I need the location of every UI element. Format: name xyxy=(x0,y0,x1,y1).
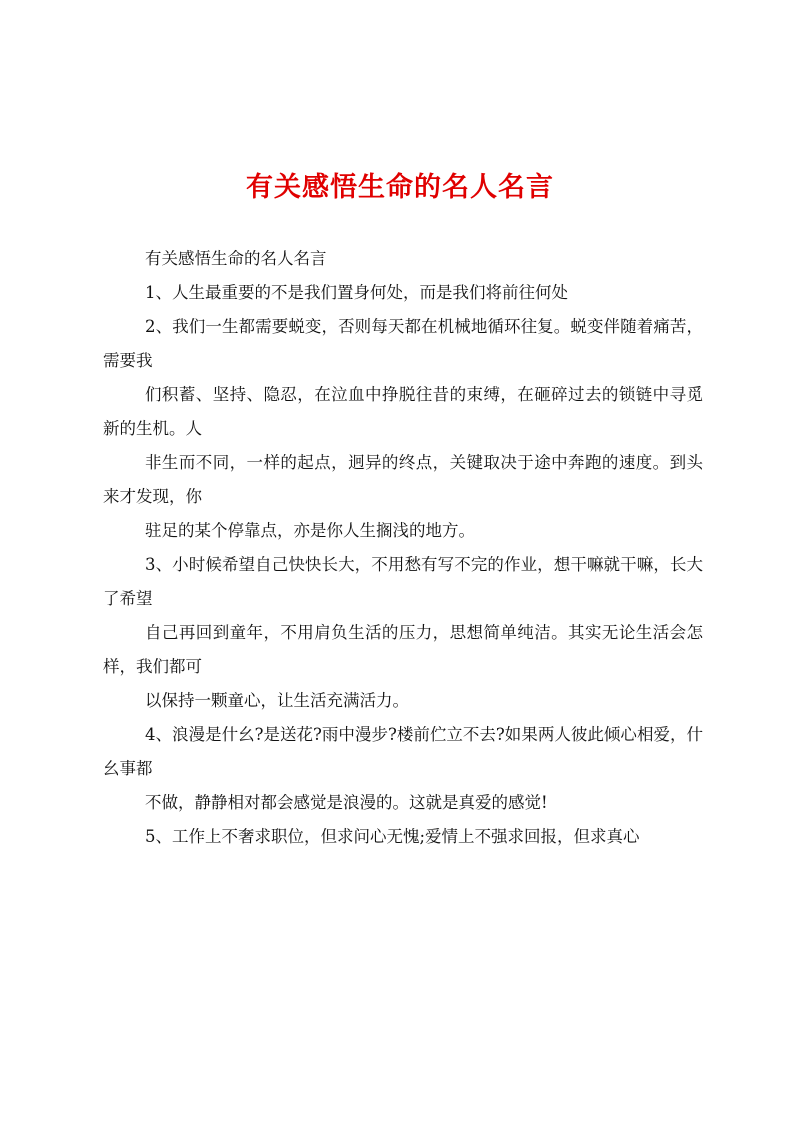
paragraph: 驻足的某个停靠点，亦是你人生搁浅的地方。 xyxy=(145,521,475,540)
document-body xyxy=(103,242,703,854)
paragraph: 们积蓄、坚持、隐忍，在泣血中挣脱往昔的束缚，在砸碎过去的锁链中寻觅新的生机。人 xyxy=(103,385,703,438)
paragraph: 2、我们一生都需要蜕变，否则每天都在机械地循环往复。蜕变伴随着痛苦，需要我 xyxy=(103,317,703,370)
paragraph: 1、人生最重要的不是我们置身何处，而是我们将前往何处 xyxy=(145,283,568,302)
paragraph: 以保持一颗童心，让生活充满活力。 xyxy=(145,691,409,710)
paragraph: 3、小时候希望自己快快长大，不用愁有写不完的作业，想干嘛就干嘛，长大了希望 xyxy=(103,555,703,608)
paragraph: 自己再回到童年，不用肩负生活的压力，思想简单纯洁。其实无论生活会怎样，我们都可 xyxy=(103,623,703,676)
paragraph: 4、浪漫是什幺?是送花?雨中漫步?楼前伫立不去?如果两人彼此倾心相爱，什幺事都 xyxy=(103,725,703,778)
paragraph: 5、工作上不奢求职位，但求问心无愧;爱情上不强求回报，但求真心 xyxy=(145,827,640,846)
paragraph-subtitle: 有关感悟生命的名人名言 xyxy=(145,249,327,268)
document-title: 有关感悟生命的名人名言 xyxy=(246,172,554,203)
paragraph: 非生而不同，一样的起点，迥异的终点，关键取决于途中奔跑的速度。到头来才发现，你 xyxy=(103,453,703,506)
paragraph: 不做，静静相对都会感觉是浪漫的。这就是真爱的感觉! xyxy=(145,793,548,812)
